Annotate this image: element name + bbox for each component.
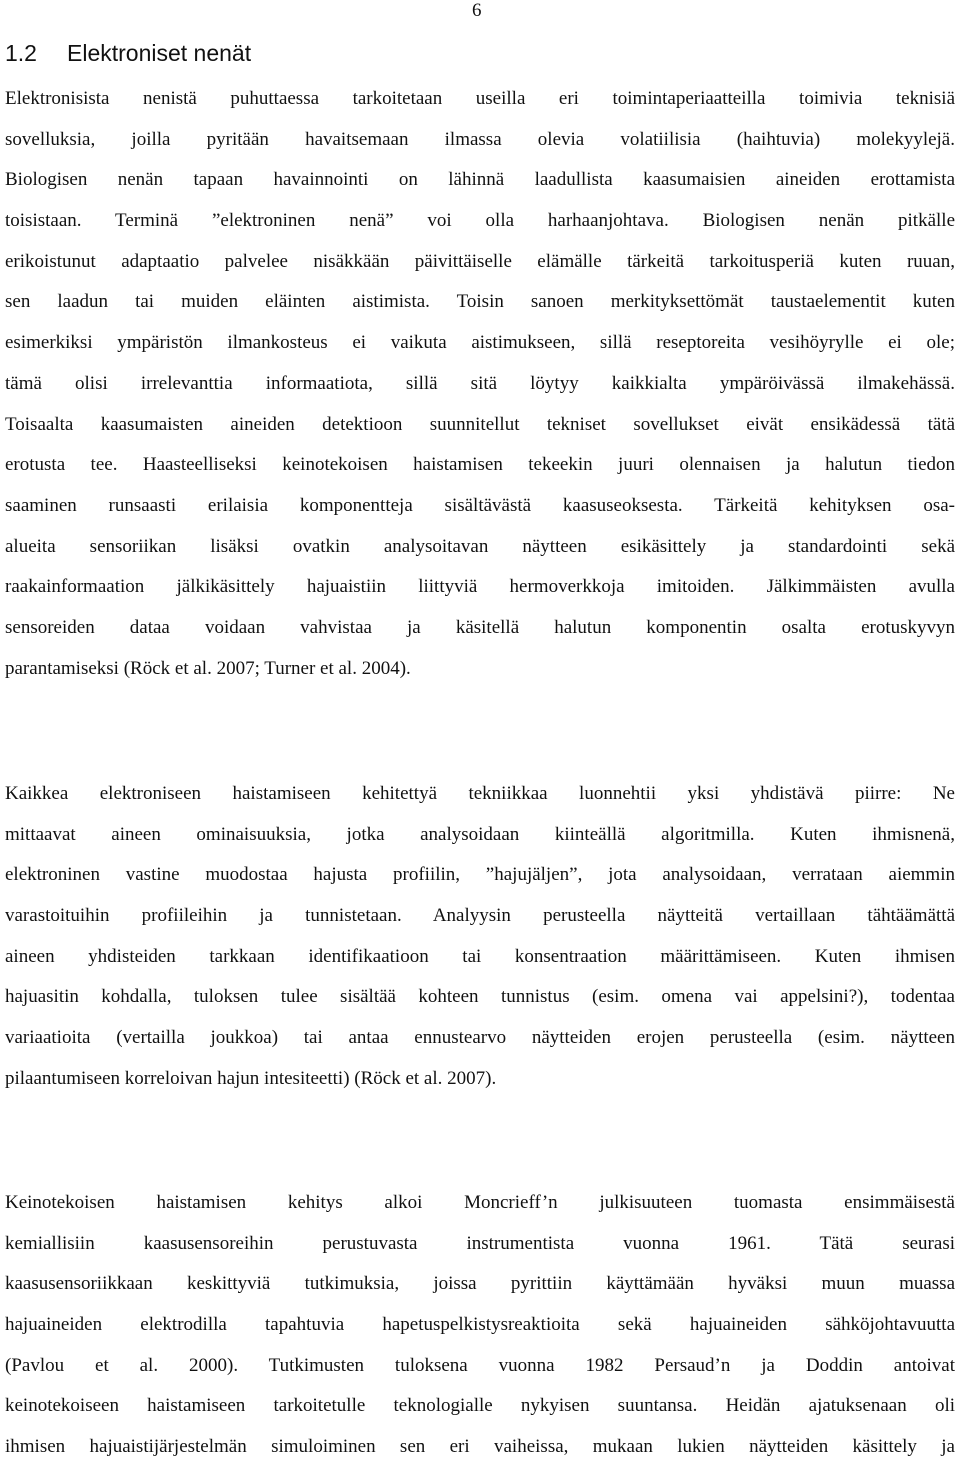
section-heading xyxy=(5,38,251,68)
paragraph-line: raakainformaation jälkikäsittely hajuaistiin liittyviä hermoverkkoja imitoiden. Jälkimmäisten avulla xyxy=(5,576,955,598)
paragraph-line: Keinotekoisen haistamisen kehitys alkoi Moncrieff’n julkisuuteen tuomasta ensimmäisestä xyxy=(5,1192,955,1213)
paragraph-2 xyxy=(5,774,955,1100)
paragraph-line: parantamiseksi (Röck et al. 2007; Turner et al. 2004). xyxy=(5,657,411,679)
paragraph-line: sen laadun tai muiden eläinten aistimista. Toisin sanoen merkityksettömät taustaelementit kuten xyxy=(5,291,955,313)
paragraph-line: pilaantumiseen korreloivan hajun intesiteetti) (Röck et al. 2007). xyxy=(5,1067,497,1089)
paragraph-line: sovelluksia, joilla pyritään havaitsemaan ilmassa olevia volatiilisia (haihtuvia) molekyylejä. xyxy=(5,128,955,150)
paragraph-line: erotusta tee. Haasteelliseksi keinotekoisen haistamisen tekeekin juuri olennaisen ja halutun tiedon xyxy=(5,454,955,476)
paragraph-line: variaatioita (vertailla joukkoa) tai antaa ennustearvo näytteiden erojen perusteella (esim. näytteen xyxy=(5,1027,955,1049)
section-number: 1.2 xyxy=(5,40,37,66)
paragraph-line: esimerkiksi ympäristön ilmankosteus ei vaikuta aistimukseen, sillä reseptoreita vesihöyrylle ei ole; xyxy=(5,332,955,354)
paragraph-line: hajuaineiden elektrodilla tapahtuvia hapetuspelkistysreaktioita sekä hajuaineiden sähköjohtavuutta xyxy=(5,1314,955,1336)
page-number: 6 xyxy=(472,0,482,21)
paragraph-line: keinotekoiseen haistamiseen tarkoitetulle teknologialle nykyisen suuntansa. Heidän ajatuksenaan oli xyxy=(5,1395,955,1417)
paragraph-line: Biologisen nenän tapaan havainnointi on lähinnä laadullista kaasumaisien aineiden erottamista xyxy=(5,169,955,191)
paragraph-line: toisistaan. Terminä ”elektroninen nenä” voi olla harhaanjohtava. Biologisen nenän pitkälle xyxy=(5,210,955,232)
section-title: Elektroniset nenät xyxy=(67,40,252,66)
paragraph-line: hajuasitin kohdalla, tuloksen tulee sisältää kohteen tunnistus (esim. omena vai appelsini?), todentaa xyxy=(5,986,955,1008)
paragraph-line: erikoistunut adaptaatio palvelee nisäkkään päivittäiselle elämälle tärkeitä tarkoitusperiä kuten ruuan, xyxy=(5,250,955,272)
paragraph-line: (Pavlou et al. 2000). Tutkimusten tuloksena vuonna 1982 Persaud’n ja Doddin antoivat xyxy=(5,1354,955,1376)
paragraph-line: kemiallisiin kaasusensoreihin perustuvasta instrumentista vuonna 1961. Tätä seurasi xyxy=(5,1232,955,1254)
paragraph-line: tämä olisi irrelevanttia informaatiota, sillä sitä löytyy kaikkialta ympäröivässä ilmakehässä. xyxy=(5,372,955,394)
paragraph-line: Toisaalta kaasumaisten aineiden detektioon suunnitellut tekniset sovellukset eivät ensikädessä tätä xyxy=(5,413,955,435)
paragraph-line: sensoreiden dataa voidaan vahvistaa ja käsitellä halutun komponentin osalta erotuskyvyn xyxy=(5,616,955,638)
paragraph-line: aineen yhdisteiden tarkkaan identifikaatioon tai konsentraation määrittämiseen. Kuten ihmisen xyxy=(5,945,955,967)
paragraph-line: Elektronisista nenistä puhuttaessa tarkoitetaan useilla eri toimintaperiaatteilla toimivia teknisiä xyxy=(5,88,955,109)
paragraph-line: elektroninen vastine muodostaa hajusta profiilin, ”hajujäljen”, jota analysoidaan, verrataan aiemmin xyxy=(5,864,955,886)
paragraph-3 xyxy=(5,1183,955,1468)
paragraph-line: kaasusensoriikkaan keskittyviä tutkimuksia, joissa pyrittiin käyttämään hyväksi muun muassa xyxy=(5,1273,955,1295)
paragraph-line: saaminen runsaasti erilaisia komponentteja sisältävästä kaasuseoksesta. Tärkeitä kehityksen osa- xyxy=(5,494,955,516)
paragraph-line: varastoituihin profiileihin ja tunnistetaan. Analyysin perusteella näytteitä vertaillaan tähtäämättä xyxy=(5,905,955,927)
paragraph-line: alueita sensoriikan lisäksi ovatkin analysoitavan näytteen esikäsittely ja standardointi sekä xyxy=(5,535,955,557)
paragraph-line: ihmisen hajuaistijärjestelmän simuloiminen sen eri vaiheissa, mukaan lukien näytteiden käsittely ja xyxy=(5,1436,955,1458)
paragraph-1 xyxy=(5,79,955,689)
paragraph-line: mittaavat aineen ominaisuuksia, jotka analysoidaan kiinteällä algoritmilla. Kuten ihmisnenä, xyxy=(5,823,955,845)
paragraph-line: Kaikkea elektroniseen haistamiseen kehitettyä tekniikkaa luonnehtii yksi yhdistävä piirre: Ne xyxy=(5,783,955,804)
